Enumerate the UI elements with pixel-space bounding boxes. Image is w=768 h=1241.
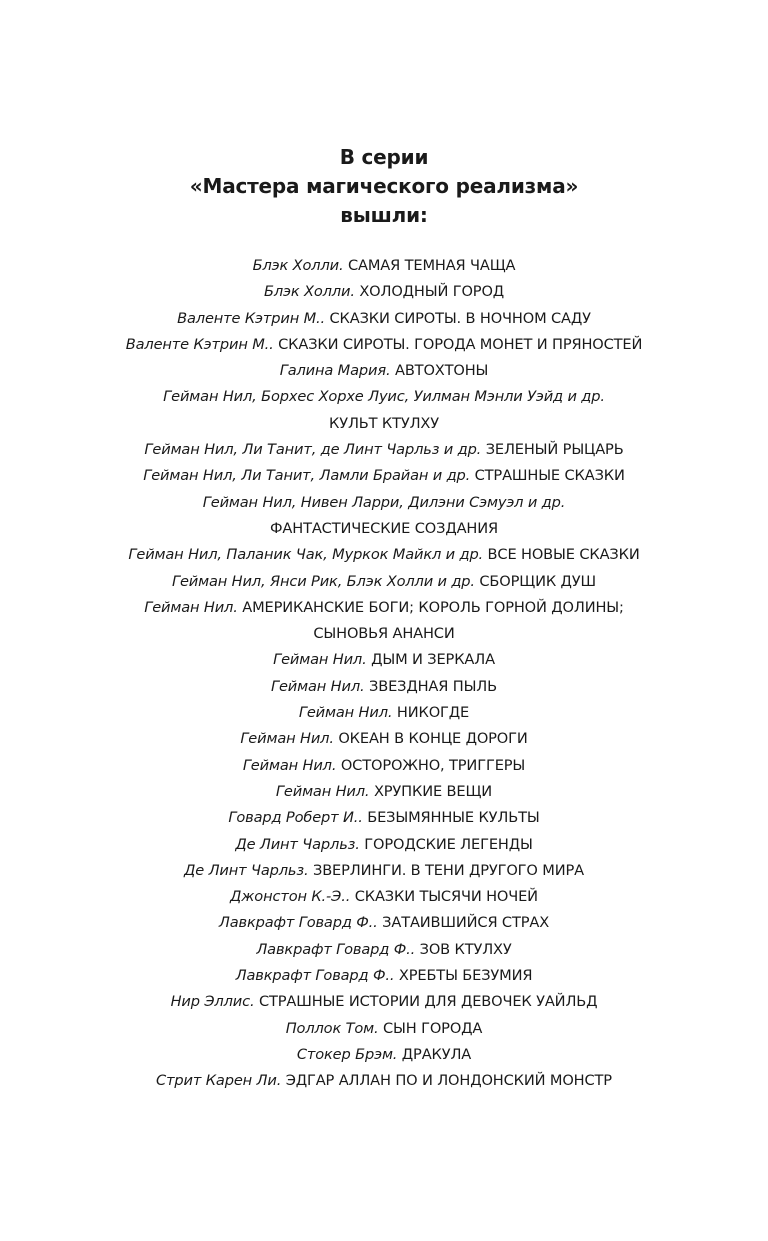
book-author: Де Линт Чарльз. <box>184 861 309 879</box>
book-title: КУЛЬТ КТУЛХУ <box>328 414 440 432</box>
book-author: Гейман Нил, Ли Танит, де Линт Чарльз и др. <box>144 441 482 459</box>
book-author: Гейман Нил, Ли Танит, Ламли Брайан и др. <box>143 467 471 485</box>
book-author: Гейман Нил, Борхес Хорхе Луис, Уилман Мэнли Уэйд и др. <box>163 388 605 406</box>
book-entry <box>0 384 768 437</box>
book-author: Гейман Нил. <box>240 730 334 748</box>
heading-line-2: «Мастера магического реализма» <box>189 174 579 198</box>
book-title: СКАЗКИ СИРОТЫ. В НОЧНОМ САДУ <box>329 309 591 327</box>
book-entry <box>0 490 768 543</box>
book-author: Гейман Нил. <box>273 651 367 669</box>
book-title: ОСТОРОЖНО, ТРИГГЕРЫ <box>340 756 526 774</box>
book-author: Стрит Карен Ли. <box>156 1072 282 1090</box>
book-entry <box>0 963 768 989</box>
book-title: ЗОВ КТУЛХУ <box>419 940 512 958</box>
book-author: Де Линт Чарльз. <box>235 835 360 853</box>
book-author: Говард Роберт И.. <box>228 809 363 827</box>
book-title: ХРЕБТЫ БЕЗУМИЯ <box>398 967 533 985</box>
book-title: ОКЕАН В КОНЦЕ ДОРОГИ <box>338 730 528 748</box>
book-title: ДЫМ И ЗЕРКАЛА <box>371 651 495 669</box>
book-author: Гейман Нил. <box>271 677 365 695</box>
book-title: НИКОГДЕ <box>396 704 470 722</box>
book-entry <box>0 358 768 384</box>
book-entry <box>0 937 768 963</box>
book-title: СТРАШНЫЕ СКАЗКИ <box>474 467 625 485</box>
book-author: Гейман Нил, Янси Рик, Блэк Холли и др. <box>171 572 475 590</box>
book-entry <box>0 805 768 831</box>
book-author: Стокер Брэм. <box>296 1045 398 1063</box>
book-entry <box>0 700 768 726</box>
book-entry <box>0 753 768 779</box>
book-author: Поллок Том. <box>285 1019 379 1037</box>
book-author: Лавкрафт Говард Ф.. <box>256 940 416 958</box>
book-entry <box>0 1068 768 1094</box>
book-title: СКАЗКИ СИРОТЫ. ГОРОДА МОНЕТ И ПРЯНОСТЕЙ <box>278 335 643 353</box>
book-title-continued: СЫНОВЬЯ АНАНСИ <box>313 625 455 643</box>
book-title: БЕЗЫМЯННЫЕ КУЛЬТЫ <box>367 809 540 827</box>
book-title: СЫН ГОРОДА <box>383 1019 483 1037</box>
book-author: Блэк Холли. <box>263 283 355 301</box>
book-title: АМЕРИКАНСКИЕ БОГИ; КОРОЛЬ ГОРНОЙ ДОЛИНЫ; <box>242 598 624 616</box>
book-title: АВТОХТОНЫ <box>394 362 489 380</box>
book-entry <box>0 332 768 358</box>
book-entry <box>0 726 768 752</box>
book-entry <box>0 779 768 805</box>
book-title: ХРУПКИЕ ВЕЩИ <box>373 782 493 800</box>
book-entry <box>0 647 768 673</box>
book-title: ЗВЕЗДНАЯ ПЫЛЬ <box>369 677 497 695</box>
book-entry <box>0 674 768 700</box>
book-author: Нир Эллис. <box>170 993 255 1011</box>
book-author: Валенте Кэтрин М.. <box>177 309 326 327</box>
book-author: Валенте Кэтрин М.. <box>125 335 274 353</box>
book-entry <box>0 463 768 489</box>
book-entry <box>0 989 768 1015</box>
book-author: Гейман Нил, Нивен Ларри, Дилэни Сэмуэл и др. <box>202 493 566 511</box>
book-title: ГОРОДСКИЕ ЛЕГЕНДЫ <box>364 835 533 853</box>
book-title: ХОЛОДНЫЙ ГОРОД <box>359 283 505 301</box>
book-entry <box>0 542 768 568</box>
book-entry <box>0 253 768 279</box>
book-author: Блэк Холли. <box>252 257 344 274</box>
book-author: Галина Мария. <box>279 362 391 380</box>
book-title: САМАЯ ТЕМНАЯ ЧАЩА <box>347 257 516 274</box>
heading-line-3: вышли: <box>340 203 428 227</box>
book-list <box>0 253 768 1095</box>
book-entry <box>0 1042 768 1068</box>
book-title: СТРАШНЫЕ ИСТОРИИ ДЛЯ ДЕВОЧЕК УАЙЛЬД <box>258 993 598 1011</box>
book-entry <box>0 306 768 332</box>
book-author: Гейман Нил. <box>298 704 393 722</box>
book-title: ДРАКУЛА <box>401 1045 472 1063</box>
book-title: ФАНТАСТИЧЕСКИЕ СОЗДАНИЯ <box>270 519 498 537</box>
book-author: Джонстон К.-Э.. <box>230 888 351 906</box>
book-entry <box>0 569 768 595</box>
book-entry <box>0 910 768 936</box>
book-title: СКАЗКИ ТЫСЯЧИ НОЧЕЙ <box>354 888 538 906</box>
book-title: СБОРЩИК ДУШ <box>479 572 597 590</box>
book-entry <box>0 1016 768 1042</box>
book-author: Гейман Нил. <box>144 598 238 616</box>
book-author: Лавкрафт Говард Ф.. <box>235 967 395 985</box>
book-title: ЗАТАИВШИЙСЯ СТРАХ <box>382 914 550 932</box>
book-title: ЭДГАР АЛЛАН ПО И ЛОНДОНСКИЙ МОНСТР <box>285 1072 612 1090</box>
book-author: Гейман Нил. <box>242 756 337 774</box>
book-entry <box>0 437 768 463</box>
book-author: Лавкрафт Говард Ф.. <box>218 914 378 932</box>
book-author: Гейман Нил. <box>275 782 370 800</box>
heading-line-1: В серии <box>339 145 429 169</box>
book-author: Гейман Нил, Паланик Чак, Муркок Майкл и др. <box>128 546 484 564</box>
book-entry <box>0 832 768 858</box>
series-heading <box>0 143 768 230</box>
book-title: ЗВЕРЛИНГИ. В ТЕНИ ДРУГОГО МИРА <box>312 861 584 879</box>
book-entry <box>0 279 768 305</box>
book-entry <box>0 595 768 648</box>
book-entry <box>0 858 768 884</box>
book-title: ВСЕ НОВЫЕ СКАЗКИ <box>487 546 640 564</box>
book-entry <box>0 884 768 910</box>
book-title: ЗЕЛЕНЫЙ РЫЦАРЬ <box>485 441 624 459</box>
